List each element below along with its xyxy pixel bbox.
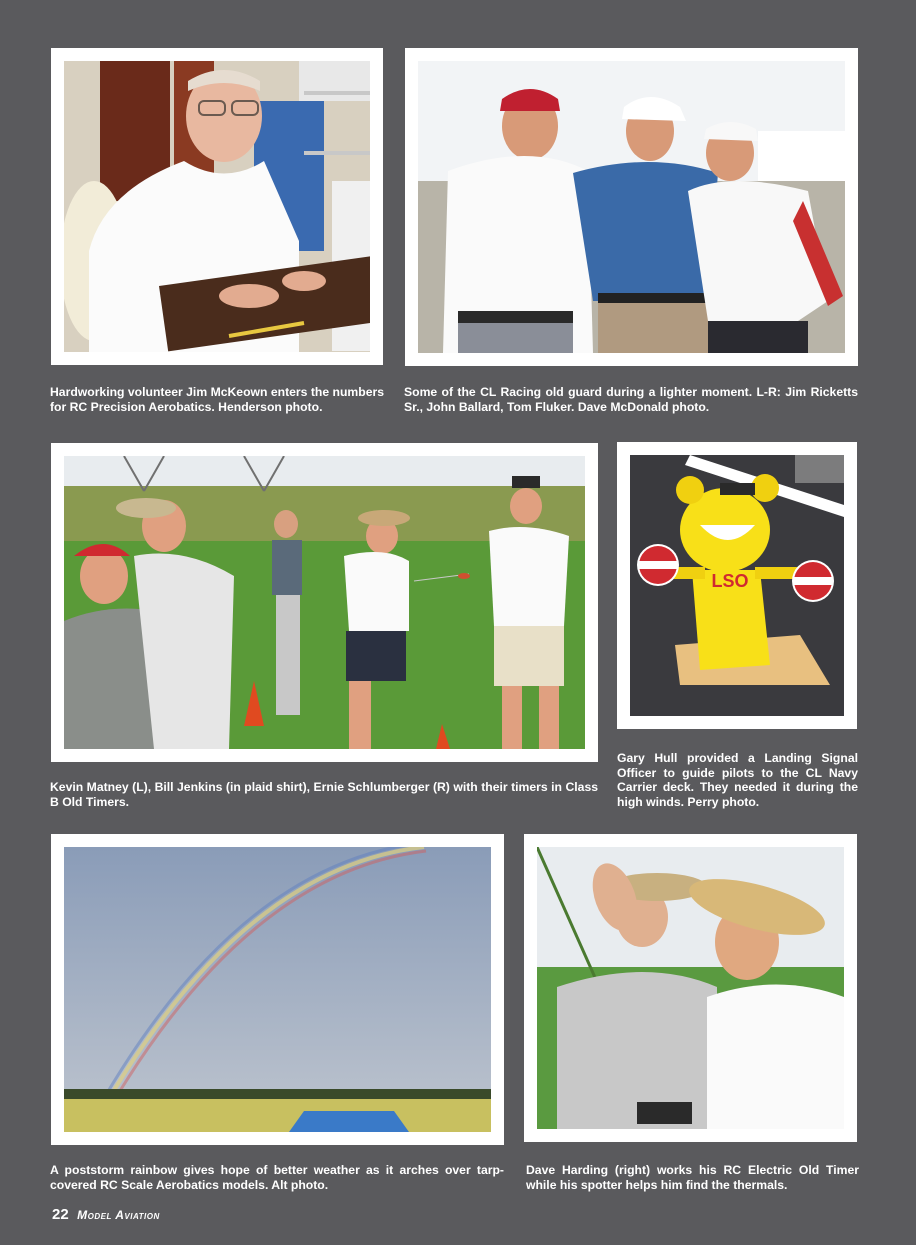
photo-lso (630, 455, 844, 716)
harding-illustration (537, 847, 844, 1129)
cl-racing-illustration (418, 61, 845, 353)
photo-frame-old-timers (51, 443, 598, 762)
page-footer (52, 1206, 160, 1224)
photo-frame-rainbow (51, 834, 504, 1145)
old-timers-illustration (64, 456, 585, 749)
photo-frame-cl-racing (405, 48, 858, 366)
lso-sign-text: LSO (711, 571, 749, 591)
lso-illustration (630, 455, 844, 716)
caption-cl-racing: Some of the CL Racing old guard during a lighter moment. L-R: Jim Ricketts Sr., John Ballard, Tom Fluker. Dave McDonald photo. (404, 385, 858, 414)
photo-frame-mckeown (51, 48, 383, 365)
caption-mckeown: Hardworking volunteer Jim McKeown enters the numbers for RC Precision Aerobatics. Henderson photo. (50, 385, 384, 414)
caption-lso: Gary Hull provided a Landing Signal Officer to guide pilots to the CL Navy Carrier deck. They needed it during the high winds. Perry photo. (617, 751, 858, 809)
rainbow-illustration (64, 847, 491, 1132)
photo-rainbow (64, 847, 491, 1132)
photo-frame-harding (524, 834, 857, 1142)
caption-rainbow: A poststorm rainbow gives hope of better weather as it arches over tarp-covered RC Scale Aerobatics models. Alt photo. (50, 1163, 504, 1192)
photo-old-timers (64, 456, 585, 749)
photo-mckeown (64, 61, 370, 352)
page-number: 22 (52, 1206, 69, 1223)
magazine-name: Model Aviation (77, 1208, 160, 1222)
caption-old-timers: Kevin Matney (L), Bill Jenkins (in plaid shirt), Ernie Schlumberger (R) with their timers in Class B Old Timers. (50, 780, 598, 809)
photo-frame-lso (617, 442, 857, 729)
mckeown-illustration (64, 61, 370, 352)
photo-cl-racing (418, 61, 845, 353)
photo-harding (537, 847, 844, 1129)
caption-harding: Dave Harding (right) works his RC Electric Old Timer while his spotter helps him find the thermals. (526, 1163, 859, 1192)
